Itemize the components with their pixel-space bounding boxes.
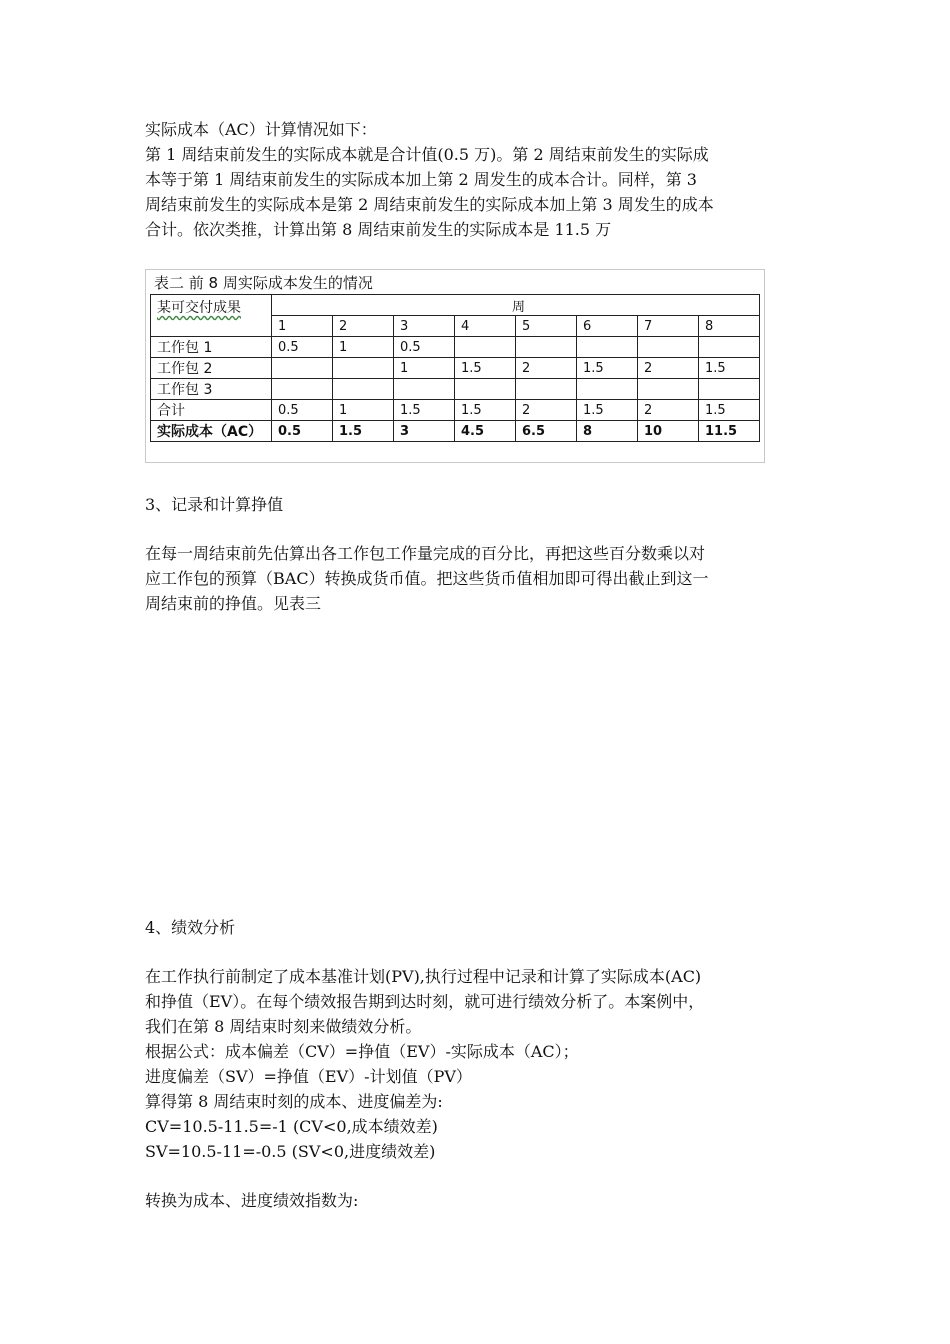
- table-cell: 3: [394, 421, 455, 442]
- table-cell: [699, 379, 760, 400]
- week-number: 4: [455, 316, 516, 337]
- table-cell: 0.5: [272, 337, 333, 358]
- table-cell: 1.5: [699, 400, 760, 421]
- actual-cost-table: [150, 294, 760, 442]
- table-cell: 1.5: [577, 358, 638, 379]
- section-3-heading: 3、记录和计算挣值: [145, 495, 284, 514]
- perf-formula-cv: 根据公式：成本偏差（CV）=挣值（EV）-实际成本（AC）；: [145, 1042, 579, 1061]
- table-cell: [516, 337, 577, 358]
- row-label: 工作包 1: [151, 337, 272, 358]
- table-cell: 1: [394, 358, 455, 379]
- table-header-row: [151, 295, 760, 316]
- ac-paragraph-line-4: 周结束前发生的实际成本是第 2 周结束前发生的实际成本加上第 3 周发生的成本: [145, 195, 714, 214]
- table-cell: [638, 337, 699, 358]
- table-cell: 8: [577, 421, 638, 442]
- table-cell: 2: [516, 358, 577, 379]
- table-cell: 0.5: [394, 337, 455, 358]
- table-cell: 11.5: [699, 421, 760, 442]
- table-caption: 表二 前 8 周实际成本发生的情况: [154, 274, 373, 292]
- ev-paragraph-line-3: 周结束前的挣值。见表三: [145, 594, 322, 613]
- perf-paragraph-line-3: 我们在第 8 周结束时刻来做绩效分析。: [145, 1017, 422, 1036]
- ac-paragraph-line-1: 实际成本（AC）计算情况如下：: [145, 120, 377, 139]
- week-number: 1: [272, 316, 333, 337]
- ac-paragraph-line-5: 合计。依次类推，计算出第 8 周结束前发生的实际成本是 11.5 万: [145, 220, 612, 239]
- table-cell: 4.5: [455, 421, 516, 442]
- table-cell: [333, 358, 394, 379]
- row-label: 合计: [151, 400, 272, 421]
- perf-result-intro: 算得第 8 周结束时刻的成本、进度偏差为:: [145, 1092, 443, 1111]
- perf-result-cv: CV=10.5-11.5=-1 (CV<0,成本绩效差): [145, 1117, 438, 1136]
- week-number: 3: [394, 316, 455, 337]
- week-header: 周: [272, 295, 760, 316]
- table-cell: 1: [333, 400, 394, 421]
- table-cell: [333, 379, 394, 400]
- table-cell: 1.5: [394, 400, 455, 421]
- table-cell: 2: [638, 400, 699, 421]
- table-cell: [272, 358, 333, 379]
- table-cell: 1: [333, 337, 394, 358]
- perf-result-sv: SV=10.5-11=-0.5 (SV<0,进度绩效差): [145, 1142, 436, 1161]
- table-cell: 10: [638, 421, 699, 442]
- table-row: [151, 358, 760, 379]
- table-cell: 1.5: [699, 358, 760, 379]
- perf-formula-sv: 进度偏差（SV）=挣值（EV）-计划值（PV）: [145, 1067, 472, 1086]
- week-number: 2: [333, 316, 394, 337]
- week-number: 5: [516, 316, 577, 337]
- row-label: 工作包 2: [151, 358, 272, 379]
- table-cell: 2: [516, 400, 577, 421]
- row-label: 工作包 3: [151, 379, 272, 400]
- table-cell: [394, 379, 455, 400]
- table-cell: 2: [638, 358, 699, 379]
- table-cell: [455, 379, 516, 400]
- table-cell: [699, 337, 760, 358]
- perf-index-intro: 转换为成本、进度绩效指数为:: [145, 1191, 359, 1210]
- table-cell: 1.5: [455, 358, 516, 379]
- table-cell: 6.5: [516, 421, 577, 442]
- table-cell: [577, 337, 638, 358]
- section-4-heading: 4、绩效分析: [145, 918, 236, 937]
- ev-paragraph-line-1: 在每一周结束前先估算出各工作包工作量完成的百分比，再把这些百分数乘以对: [145, 544, 706, 563]
- week-number: 8: [699, 316, 760, 337]
- perf-paragraph-line-1: 在工作执行前制定了成本基准计划(PV),执行过程中记录和计算了实际成本(AC): [145, 967, 702, 986]
- table-cell: 1.5: [333, 421, 394, 442]
- week-number: 7: [638, 316, 699, 337]
- table-cell: 0.5: [272, 400, 333, 421]
- week-number: 6: [577, 316, 638, 337]
- table-row: [151, 400, 760, 421]
- table-cell: [577, 379, 638, 400]
- table-cell: 0.5: [272, 421, 333, 442]
- table-cell: [272, 379, 333, 400]
- corner-header: 某可交付成果: [151, 295, 272, 337]
- ac-paragraph-line-3: 本等于第 1 周结束前发生的实际成本加上第 2 周发生的成本合计。同样，第 3: [145, 170, 697, 189]
- ev-paragraph-line-2: 应工作包的预算（BAC）转换成货币值。把这些货币值相加即可得出截止到这一: [145, 569, 709, 588]
- table-cell: [638, 379, 699, 400]
- row-label: 实际成本（AC）: [151, 421, 272, 442]
- table-cell: [455, 337, 516, 358]
- actual-cost-table-figure: [145, 269, 765, 463]
- ac-paragraph-line-2: 第 1 周结束前发生的实际成本就是合计值(0.5 万)。第 2 周结束前发生的实际成: [145, 145, 709, 164]
- table-row: [151, 379, 760, 400]
- perf-paragraph-line-2: 和挣值（EV）。在每个绩效报告期到达时刻，就可进行绩效分析了。本案例中，: [145, 992, 705, 1011]
- table-row: [151, 421, 760, 442]
- table-row: [151, 337, 760, 358]
- table-cell: 1.5: [577, 400, 638, 421]
- table-cell: [516, 379, 577, 400]
- table-cell: 1.5: [455, 400, 516, 421]
